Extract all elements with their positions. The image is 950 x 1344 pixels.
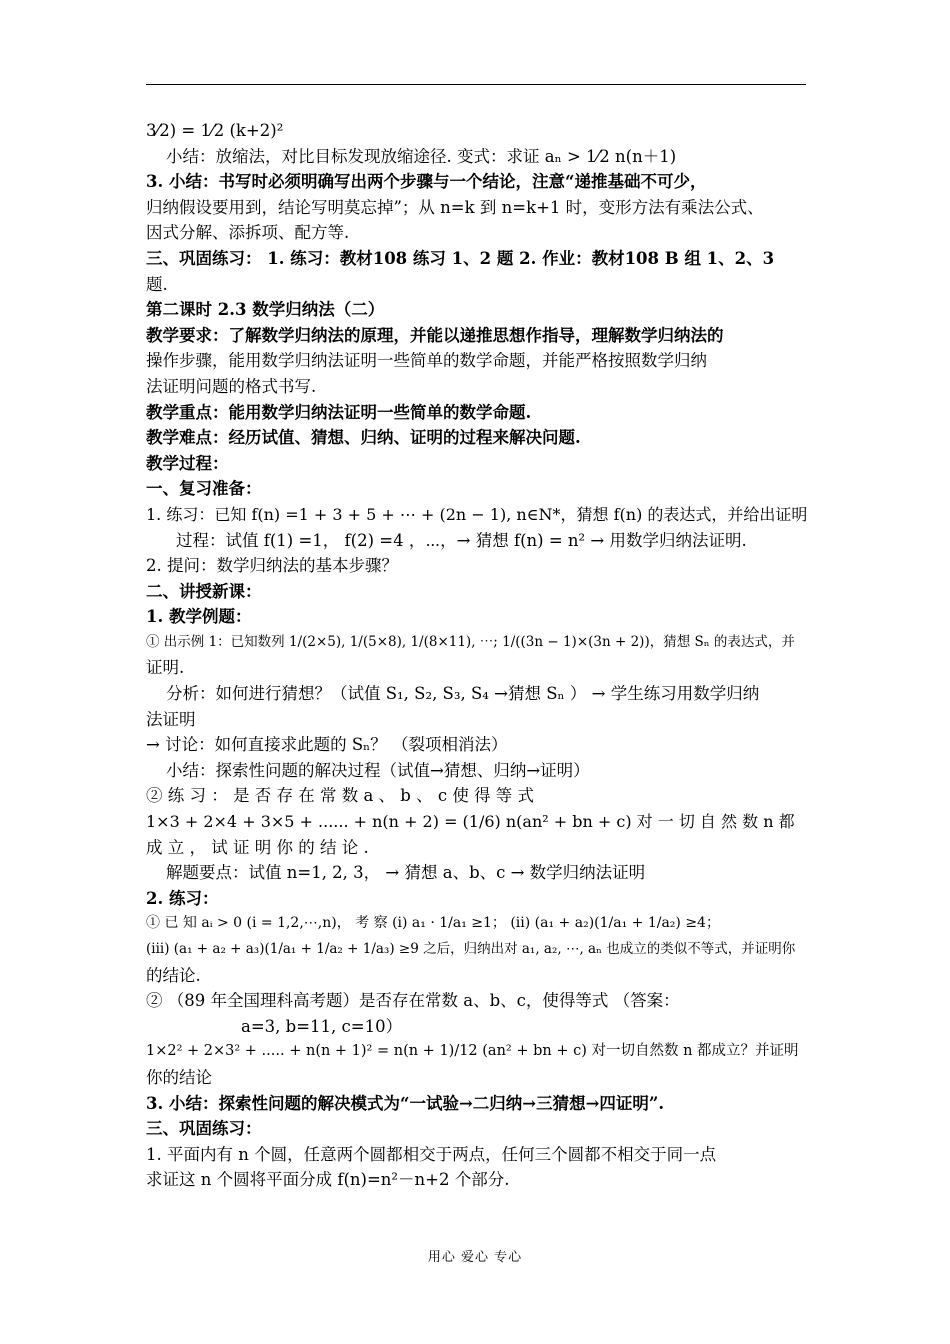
page-footer: 用心 爱心 专心 bbox=[427, 1250, 523, 1265]
line-25: → 讨论：如何直接求此题的 Sₙ？ （裂项相消法） bbox=[146, 735, 508, 755]
line-35: ② （89 年全国理科高考题）是否存在常数 a、b、c，使得等式 （答案： bbox=[146, 991, 680, 1011]
line-18: 2. 提问：数学归纳法的基本步骤？ bbox=[146, 556, 398, 576]
line-33: (iii) (a₁ + a₂ + a₃)(1/a₁ + 1/a₂ + 1/a₃) ≥9 之后，归纳出对 a₁, a₂, ⋯, aₙ 也成立的类似不等式，并证明你 bbox=[146, 941, 796, 957]
line-21: ① 出示例 1：已知数列 1/(2×5), 1/(5×8), 1/(8×11), ⋯; 1/((3n − 1)×(3n + 2))，猜想 Sₙ 的表达式，并 bbox=[146, 633, 795, 650]
line-39: 3. 小结：探索性问题的解决模式为“一试验→二归纳→三猜想→四证明”. bbox=[146, 1093, 665, 1113]
line-1: 3⁄2) = 1⁄2 (k+2)² bbox=[146, 121, 284, 140]
line-28: 1×3 + 2×4 + 3×5 + ...... + n(n + 2) = (1/6) n(an² + bn + c) 对 一 切 自 然 数 n 都 bbox=[146, 812, 795, 832]
line-9: 教学要求：了解数学归纳法的原理，并能以递推思想作指导，理解数学归纳法的 bbox=[146, 325, 724, 345]
line-13: 教学难点：经历试值、猜想、归纳、证明的过程来解决问题. bbox=[146, 428, 581, 448]
line-42: 求证这 n 个圆将平面分成 f(n)=n²－n+2 个部分. bbox=[146, 1170, 510, 1190]
line-40: 三、巩固练习： bbox=[146, 1119, 262, 1139]
line-2: 小结：放缩法，对比目标发现放缩途径. 变式：求证 aₙ > 1⁄2 n(n＋1) bbox=[166, 146, 677, 166]
line-29: 成 立 ， 试 证 明 你 的 结 论 . bbox=[146, 837, 369, 857]
line-5: 因式分解、添拆项、配方等. bbox=[146, 223, 350, 243]
line-15: 一、复习准备： bbox=[146, 479, 262, 499]
line-12: 教学重点：能用数学归纳法证明一些简单的数学命题. bbox=[146, 402, 532, 422]
line-11: 法证明问题的格式书写. bbox=[146, 376, 317, 396]
line-3: 3. 小结：书写时必须明确写出两个步骤与一个结论，注意“递推基础不可少， bbox=[146, 172, 707, 192]
line-4: 归纳假设要用到，结论写明莫忘掉”；从 n=k 到 n=k+1 时，变形方法有乘法公式、 bbox=[146, 197, 764, 217]
line-30: 解题要点：试值 n=1, 2, 3， → 猜想 a、b、c → 数学归纳法证明 bbox=[166, 863, 646, 883]
line-32: ① 已 知 aᵢ > 0 (i = 1,2,⋯,n)， 考 察 (i) a₁ · 1/a₁ ≥1； (ii) (a₁ + a₂)(1/a₁ + 1/a₂) ≥4； bbox=[146, 915, 720, 932]
line-6: 三、巩固练习： 1. 练习：教材108 练习 1、2 题 2. 作业：教材108 B 组 1、2、3 bbox=[146, 248, 775, 268]
line-14: 教学过程： bbox=[146, 453, 229, 473]
line-23: 分析：如何进行猜想？（试值 S₁, S₂, S₃, S₄ →猜想 Sₙ ） → 学生练习用数学归纳 bbox=[166, 684, 760, 704]
line-24: 法证明 bbox=[146, 709, 196, 729]
line-38: 你的结论 bbox=[146, 1067, 212, 1087]
line-17: 过程：试值 f(1) =1， f(2) =4 ，⋯，→ 猜想 f(n) = n² → 用数学归纳法证明. bbox=[176, 530, 747, 550]
line-37: 1×2² + 2×3² + ..... + n(n + 1)² = n(n + 1)/12 (an² + bn + c) 对一切自然数 n 都成立？并证明 bbox=[146, 1043, 799, 1060]
line-36: a=3, b=11, c=10） bbox=[241, 1016, 403, 1036]
section-title: 第二课时 2.3 数学归纳法（二） bbox=[146, 300, 385, 320]
line-20: 1. 教学例题： bbox=[146, 607, 252, 627]
line-10: 操作步骤，能用数学归纳法证明一些简单的数学命题，并能严格按照数学归纳 bbox=[146, 351, 707, 371]
document-body bbox=[146, 118, 806, 1193]
line-34: 的结论. bbox=[146, 965, 201, 985]
line-31: 2. 练习： bbox=[146, 888, 219, 908]
line-19: 二、讲授新课： bbox=[146, 581, 262, 601]
line-41: 1. 平面内有 n 个圆，任意两个圆都相交于两点，任何三个圆都不相交于同一点 bbox=[146, 1144, 717, 1164]
line-7: 题. bbox=[146, 274, 168, 294]
line-22: 证明. bbox=[146, 658, 185, 678]
header-rule bbox=[146, 84, 806, 85]
line-26: 小结：探索性问题的解决过程（试值→猜想、归纳→证明） bbox=[166, 760, 590, 780]
line-27: ② 练 习 ： 是 否 存 在 常 数 a 、 b 、 c 使 得 等 式 bbox=[146, 786, 535, 806]
line-16: 1. 练习：已知 f(n) =1 + 3 + 5 + ⋯ + (2n − 1), n∈N*，猜想 f(n) 的表达式，并给出证明 bbox=[146, 504, 808, 524]
